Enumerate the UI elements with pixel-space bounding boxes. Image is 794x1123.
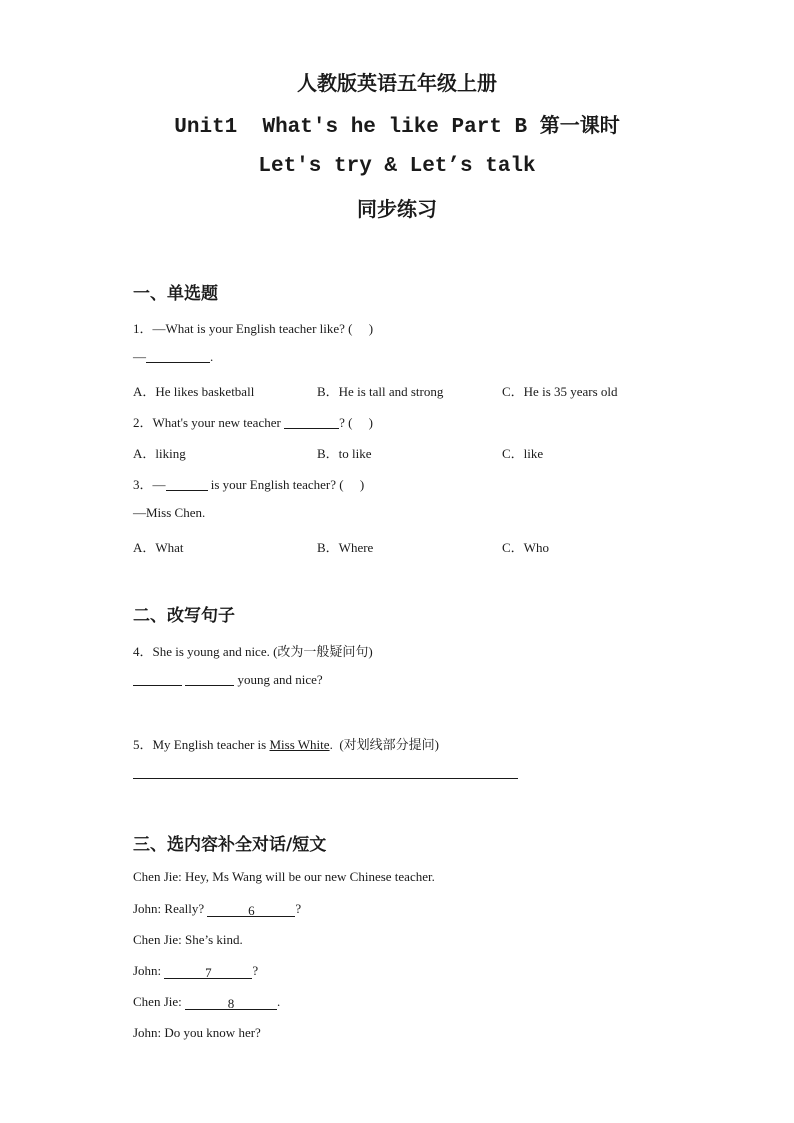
q4-answer-after: young and nice? [234,672,323,687]
q2-option-b[interactable]: B．to like [317,446,372,461]
section-heading-dialogue: 三、选内容补全对话/短文 [133,835,327,855]
q3-option-c[interactable]: C．Who [502,540,549,555]
q4-blank-1[interactable] [133,672,182,686]
title-line-2 [0,104,794,146]
q3-stem [133,474,364,493]
q3-option-a[interactable]: A．What [133,540,184,555]
q2-stem [133,412,373,431]
title-line-2-chinese: 第一课时 [539,113,620,137]
q3-blank[interactable] [166,477,208,491]
q4-blank-2[interactable] [185,672,234,686]
dialogue-line-5-before: Chen Jie: [133,994,185,1009]
q3-option-b[interactable]: B．Where [317,540,374,555]
title-line-2-english: Unit1 What's he like Part B [174,116,540,139]
q5-stem-after: . (对划线部分提问) [329,737,439,752]
q1-stem: 1．—What is your English teacher like? ( ) [133,321,374,336]
dialogue-line-4-after: ? [252,963,259,978]
dialogue-line-4-before: John: [133,963,165,978]
q2-stem-after: ? ( ) [339,415,373,430]
section-heading-rewrite: 二、改写句子 [133,606,235,626]
dialogue-line-1: Chen Jie: Hey, Ms Wang will be our new Chinese teacher. [133,869,435,884]
dialogue-blank-8[interactable]: 8 [185,996,277,1010]
q2-option-a[interactable]: A．liking [133,446,186,461]
q5-stem [133,734,439,753]
q1-answer-prefix: — [133,349,146,364]
q3-stem-after: is your English teacher? ( ) [207,477,365,492]
q1-option-c[interactable]: C．He is 35 years old [502,384,618,399]
q5-underlined-part: Miss White [269,737,330,752]
q1-option-b[interactable]: B．He is tall and strong [317,384,444,399]
q5-answer-blank[interactable] [133,778,518,779]
dialogue-line-4 [133,963,258,979]
q4-stem: 4．She is young and nice. (改为一般疑问句) [133,644,373,659]
dialogue-line-5-after: . [277,994,281,1009]
title-line-1: 人教版英语五年级上册 [297,71,497,95]
q4-answer-line [133,672,323,688]
dialogue-line-2 [133,901,301,917]
dialogue-blank-6[interactable]: 6 [207,903,295,917]
dialogue-line-2-after: ? [295,901,302,916]
q2-blank[interactable] [284,415,339,429]
q1-answer-line [133,349,213,365]
dialogue-blank-7[interactable]: 7 [164,965,252,979]
q1-answer-blank[interactable] [146,349,210,363]
dialogue-line-2-before: John: Really? [133,901,208,916]
dialogue-line-5 [133,994,280,1010]
document-title [0,62,794,230]
q1-option-a[interactable]: A．He likes basketball [133,384,255,399]
q3-stem-before: 3．— [133,477,166,492]
q5-stem-before: 5．My English teacher is [133,737,270,752]
q2-stem-before: 2．What's your new teacher [133,415,285,430]
q2-option-c[interactable]: C．like [502,446,544,461]
q1-answer-suffix: . [210,349,214,364]
section-heading-single-choice: 一、单选题 [133,284,218,304]
title-line-4: 同步练习 [357,197,437,221]
dialogue-line-6: John: Do you know her? [133,1025,261,1040]
dialogue-line-3: Chen Jie: She’s kind. [133,932,243,947]
title-line-3: Let's try & Let’s talk [258,155,536,178]
q3-answer: —Miss Chen. [133,505,206,520]
